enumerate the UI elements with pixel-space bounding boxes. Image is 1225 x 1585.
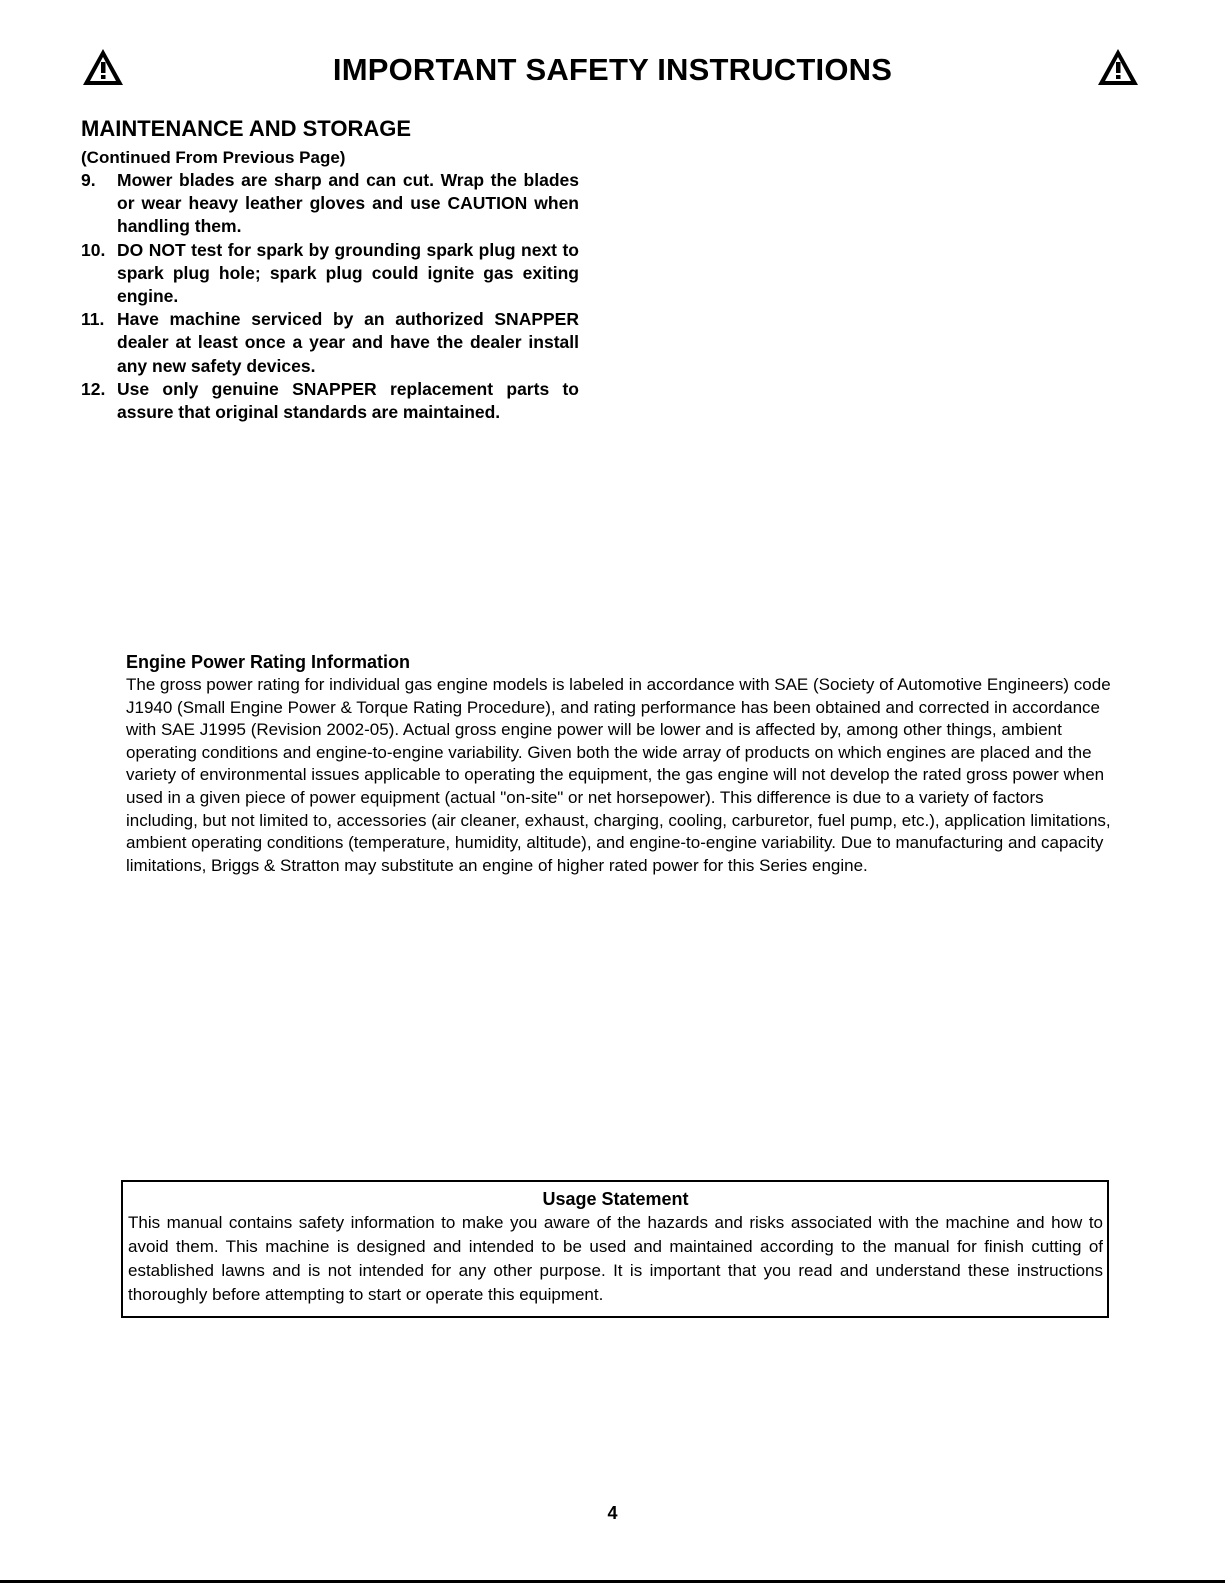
item-number: 9. (81, 170, 96, 190)
list-item (81, 239, 579, 309)
item-text: DO NOT test for spark by grounding spark plug next to spark plug hole; spark plug could ignite gas exiting engine. (117, 239, 579, 307)
list-item (81, 169, 579, 239)
warning-triangle-icon (1097, 48, 1139, 86)
page-number: 4 (607, 1503, 618, 1523)
item-text: Use only genuine SNAPPER replacement parts to assure that original standards are maintained. (117, 378, 579, 423)
engine-rating-section (126, 650, 1116, 877)
engine-rating-body: The gross power rating for individual gas engine models is labeled in accordance with SAE (Society of Automotive Engineers) code J1940 (Small Engine Power & Torque Rating Procedure), and rating performance has been obtained and corrected in accordance with SAE J1995 (Revision 2002-05). Actual gross engine power will be lower and is affected by, among other things, ambient operating conditions and engine-to-engine variability. Given both the wide array of products on which engines are placed and the variety of environmental issues applicable to operating the equipment, the gas engine will not develop the rated gross power when used in a given piece of power equipment (actual "on-site" or net horsepower). This difference is due to a variety of factors including, but not limited to, accessories (air cleaner, exhaust, charging, cooling, carburetor, fuel pump, etc.), application limitations, ambient operating conditions (temperature, humidity, altitude), and engine-to-engine variability. Due to manufacturing and capacity limitations, Briggs & Stratton may substitute an engine of higher rated power for this Series engine. (126, 675, 1111, 875)
usage-body: This manual contains safety information to make you aware of the hazards and risks associated with the machine and how to avoid them. This machine is designed and intended to be used and maintained according to the manual for finish cutting of established lawns and is not intended for any other purpose. It is important that you read and understand these instructions thoroughly before attempting to start or operate this equipment. (128, 1213, 1103, 1304)
bottom-rule (0, 1580, 1225, 1583)
usage-statement-box (121, 1180, 1109, 1318)
maintenance-section (81, 116, 579, 424)
usage-heading: Usage Statement (542, 1189, 689, 1209)
section-subheading: (Continued From Previous Page) (81, 148, 346, 167)
instruction-list (81, 169, 579, 424)
section-heading: MAINTENANCE AND STORAGE (81, 116, 412, 141)
list-item (81, 308, 579, 378)
item-number: 11. (81, 309, 105, 330)
item-text: Mower blades are sharp and can cut. Wrap the blades or wear heavy leather gloves and use CAUTION when handling them. (117, 170, 579, 237)
item-number: 10. (81, 239, 106, 260)
item-text: Have machine serviced by an authorized SNAPPER dealer at least once a year and have the dealer install any new safety devices. (117, 309, 579, 376)
item-number: 12. (81, 378, 106, 399)
engine-rating-heading: Engine Power Rating Information (126, 652, 411, 672)
list-item (81, 378, 579, 424)
page-title: IMPORTANT SAFETY INSTRUCTIONS (332, 52, 893, 87)
